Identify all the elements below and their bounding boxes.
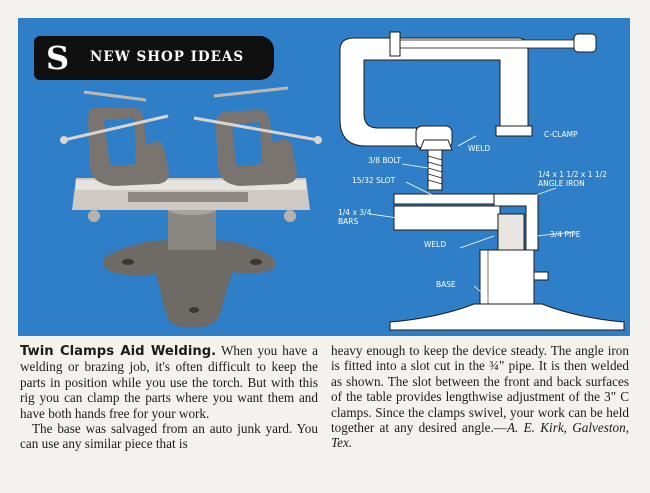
article-paragraph-3-text: heavy enough to keep the device steady. The angle iron is fitted into a slot cut in the ¾" pipe. It is then welded as shown. The slot between the front and back surfaces of the table provides lengthwise adjustment of the 3" C clamps. Since the clamps swivel, your work can be held together at any desired angle.— <box>331 343 629 436</box>
label-bolt: 3/8 BOLT <box>368 156 402 165</box>
article-paragraph-1-text: When you have a welding or brazing job, it's often difficult to keep the parts in position while you use the torch. But with this rig you can clamp the parts where you want them and have both hands free for your work. <box>20 343 319 421</box>
banner-logo-mark: S <box>46 39 70 77</box>
banner-label: NEW SHOP IDEAS <box>90 49 245 65</box>
bolt-drawing <box>420 140 452 190</box>
article-paragraph-2: The base was salvaged from an auto junk yard. You can use any similar piece that is <box>20 421 318 452</box>
label-weld-bottom: WELD <box>424 240 447 249</box>
article-byline: A. E. Kirk, Galveston, Tex. <box>331 420 630 451</box>
article-paragraph-3 <box>331 343 629 451</box>
photo-rig <box>60 88 322 328</box>
new-shop-ideas-banner <box>34 36 274 80</box>
article-column-left <box>20 343 318 452</box>
article-paragraph-1 <box>20 343 318 421</box>
article-column-right <box>331 343 629 451</box>
label-pipe: 3/4 PIPE <box>550 230 581 239</box>
label-weld-top: WELD <box>468 144 491 153</box>
label-base: BASE <box>436 280 456 289</box>
label-c-clamp: C-CLAMP <box>544 130 578 139</box>
label-bars: 1/4 x 3/4 BARS <box>338 208 372 226</box>
illustration-panel <box>18 18 630 336</box>
label-slot: 15/32 SLOT <box>352 176 396 185</box>
table-section-drawing <box>390 194 624 330</box>
article-headline: Twin Clamps Aid Welding. <box>20 344 217 359</box>
label-angle-iron: 1/4 x 1 1/2 x 1 1/2 ANGLE IRON <box>538 170 607 188</box>
